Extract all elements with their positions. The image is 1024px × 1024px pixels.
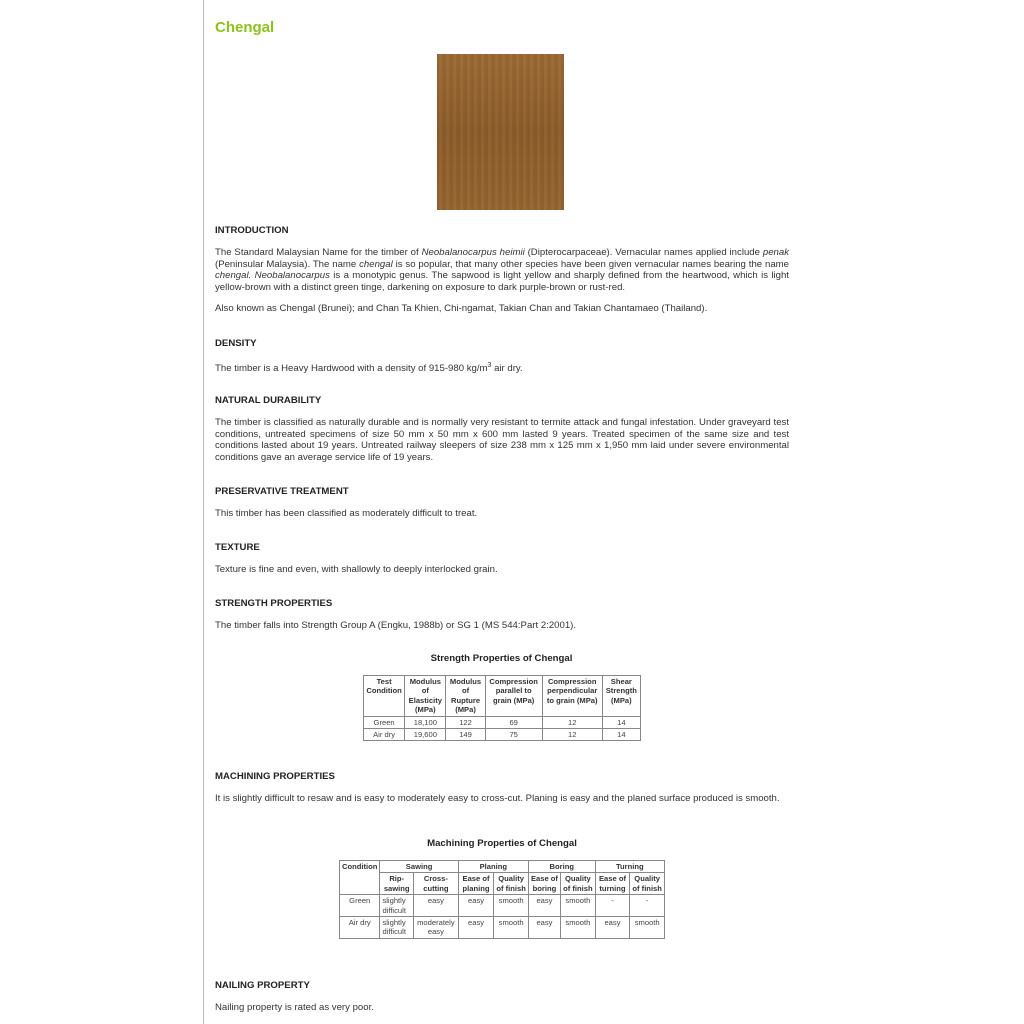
introduction-section [215,225,789,315]
cell: Green [364,716,405,728]
density-heading: DENSITY [215,338,257,349]
cell: smooth [561,895,596,917]
column-header: Quality of finish [494,873,529,895]
texture-section [215,542,789,576]
column-header: Condition [340,861,380,895]
preservative-text: This timber has been classified as moderately difficult to treat. [215,507,478,519]
column-header: Boring [528,861,595,873]
cell: moderately easy [413,917,458,939]
column-header: Shear Strength (MPa) [602,676,640,717]
column-header: Test Condition [364,676,405,717]
table-row [364,729,641,741]
column-header: Compression parallel to grain (MPa) [485,676,542,717]
cell: 122 [446,716,485,728]
cell: easy [413,895,458,917]
cell: Green [340,895,380,917]
column-header: Ease of turning [595,873,630,895]
durability-heading: NATURAL DURABILITY [215,395,322,406]
texture-text: Texture is fine and even, with shallowly to deeply interlocked grain. [215,563,498,575]
column-header: Sawing [380,861,458,873]
preservative-section [215,486,789,520]
strength-section [215,598,789,632]
nailing-section [215,980,789,1014]
cell: smooth [630,917,665,939]
cell: Air dry [340,917,380,939]
strength-table-caption: Strength Properties of Chengal [430,653,573,664]
page-title: Chengal [215,19,275,36]
machining-section [215,771,789,805]
cell: 14 [602,729,640,741]
cell: 18,100 [405,716,446,728]
column-header: Ease of planing [458,873,494,895]
column-header: Planing [458,861,528,873]
cell: 12 [542,729,602,741]
density-section [215,338,789,375]
cell: - [595,895,630,917]
preservative-heading: PRESERVATIVE TREATMENT [215,486,349,497]
cell: - [630,895,665,917]
column-header: Quality of finish [561,873,596,895]
texture-heading: TEXTURE [215,542,260,553]
table-row [340,895,665,917]
machining-table-caption: Machining Properties of Chengal [427,838,577,849]
machining-table [339,860,665,939]
cell: easy [595,917,630,939]
cell: slightly difficult [380,895,414,917]
strength-text: The timber falls into Strength Group A (Engku, 1988b) or SG 1 (MS 544:Part 2:2001). [215,619,577,631]
density-text: The timber is a Heavy Hardwood with a density of 915-980 $kg/m^3$ air dry. [215,361,523,374]
strength-table [363,675,641,741]
column-header: Compression perpendicular to grain (MPa) [542,676,602,717]
nailing-text: Nailing property is rated as very poor. [215,1001,374,1013]
nailing-heading: NAILING PROPERTY [215,980,310,991]
cell: easy [458,895,494,917]
cell: smooth [494,895,529,917]
column-header: Cross-cutting [413,873,458,895]
column-header: Rip-sawing [380,873,414,895]
cell: easy [528,895,560,917]
machining-heading: MACHINING PROPERTIES [215,771,335,782]
column-header: Quality of finish [630,873,665,895]
table-row [364,716,641,728]
also-known-as: Also known as Chengal (Brunei); and Chan Ta Khien, Chi-ngamat, Takian Chan and Takian Chantamaeo (Thailand). [215,302,708,314]
cell: 75 [485,729,542,741]
column-header: Ease of boring [528,873,560,895]
left-border [203,0,204,1024]
cell: Air dry [364,729,405,741]
durability-section [215,395,789,464]
cell: easy [528,917,560,939]
cell: smooth [561,917,596,939]
cell: 69 [485,716,542,728]
durability-text: The timber is classified as naturally durable and is normally very resistant to termite attack and fungal infestation. Under graveyard test conditions, untreated specimens of size 50 mm x 50 mm x 600 mm lasted 9 years. Treated specimen of the same size and test conditions lasted about 19 years. Untreated railway sleepers of size 238 mm x 125 mm x 1,950 mm laid under severe environmental conditions gave an average service life of 19 years. [215,416,789,464]
strength-heading: STRENGTH PROPERTIES [215,598,333,609]
cell: 12 [542,716,602,728]
column-header: Modulus of Elasticity (MPa) [405,676,446,717]
table-row [340,917,665,939]
column-header: Modulus of Rupture (MPa) [446,676,485,717]
machining-text: It is slightly difficult to resaw and is easy to moderately easy to cross-cut. Planing is easy and the planed surface produced is smooth. [215,792,780,804]
cell: 14 [602,716,640,728]
introduction-heading: INTRODUCTION [215,225,289,236]
cell: 149 [446,729,485,741]
cell: smooth [494,917,529,939]
cell: 19,600 [405,729,446,741]
cell: easy [458,917,494,939]
introduction-paragraph: The Standard Malaysian Name for the timber of Neobalanocarpus heimii (Dipterocarpaceae). Vernacular names applied include penak (Peninsular Malaysia). The name chengal is so popular, that many other species have been given vernacular names bearing the name chengal. Neobalanocarpus is a monotypic genus. The sapwood is light yellow and sharply defined from the heartwood, which is light yellow-brown with a distinct green tinge, darkening on exposure to dark purple-brown or rust-red. [215,246,789,294]
column-header: Turning [595,861,664,873]
cell: slightly difficult [380,917,414,939]
timber-sample-image [437,54,564,210]
